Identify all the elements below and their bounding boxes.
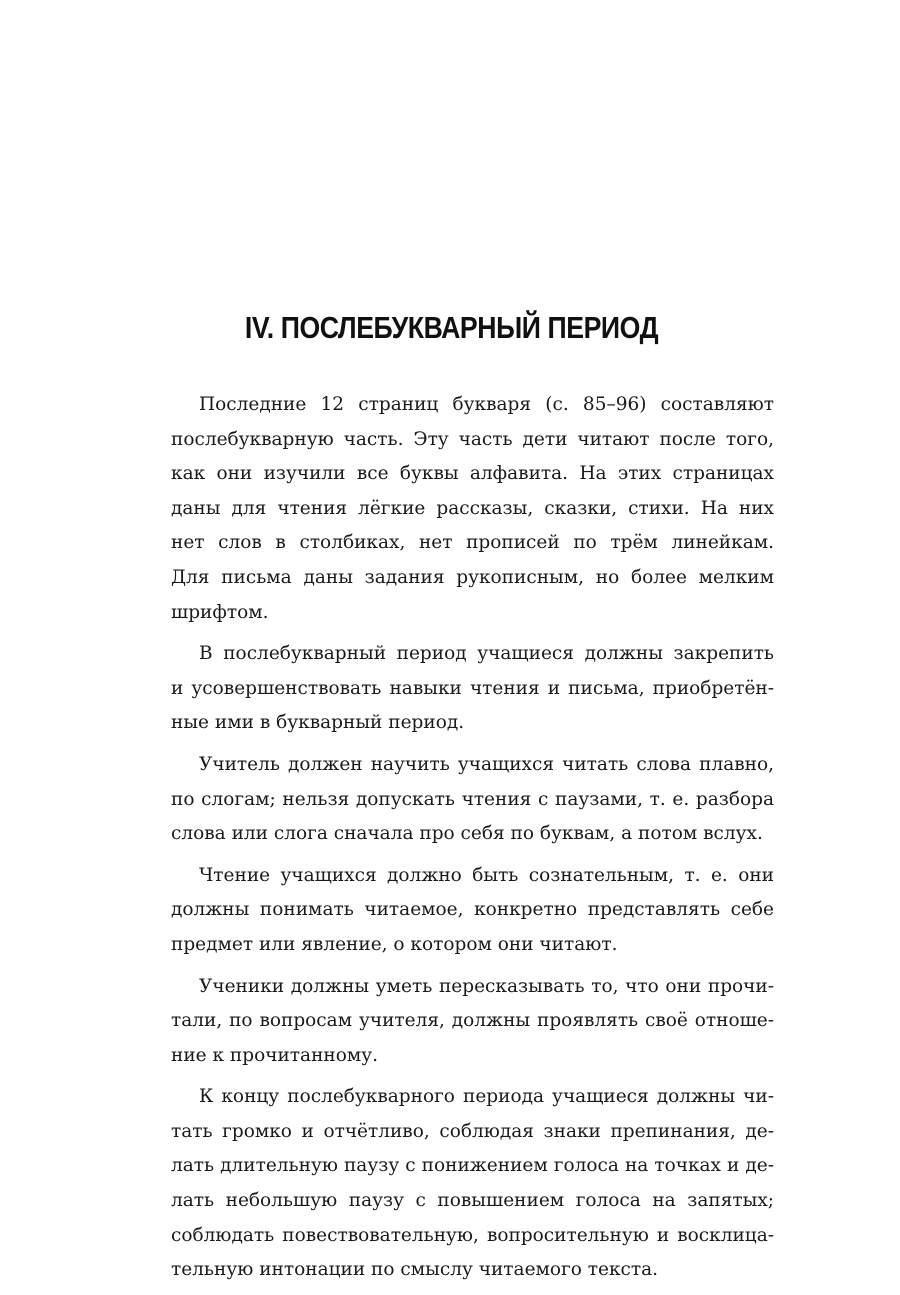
text-line: шрифтом. [171, 601, 269, 623]
text-line: должны понимать читаемое, конкретно представлять себе [171, 899, 774, 921]
text-line: Последние 12 страниц букваря (с. 85–96) составляют [199, 394, 774, 415]
text-line: Ученики должны уметь пересказывать то, что они прочи- [199, 975, 774, 997]
text-line: как они изучили все буквы алфавита. На этих страницах [171, 463, 774, 485]
text-line: послебукварную часть. Эту часть дети читают после того, [171, 428, 774, 450]
text-line: В послебукварный период учащиеся должны закрепить [199, 643, 774, 665]
text-line: соблюдать повествовательную, вопросительную и восклица- [171, 1224, 774, 1246]
text-line: тельную интонации по смыслу читаемого текста. [171, 1259, 659, 1281]
text-line: Для письма даны задания рукописным, но более мелким [171, 566, 774, 588]
paragraph [171, 748, 774, 852]
text-line: ные ими в букварный период. [171, 712, 465, 734]
text-line: Учитель должен научить учащихся читать слова плавно, [199, 753, 774, 775]
text-line: тать громко и отчётливо, соблюдая знаки препинания, де- [171, 1120, 774, 1142]
text-line: тали, по вопросам учителя, должны проявлять своё отноше- [171, 1010, 774, 1032]
body-text [171, 388, 774, 1295]
paragraph [171, 859, 774, 963]
paragraph [171, 970, 774, 1074]
text-line: слова или слога сначала про себя по буквам, а потом вслух. [171, 823, 763, 845]
text-line: лать небольшую паузу с повышением голоса на запятых; [171, 1190, 774, 1212]
paragraph [171, 637, 774, 741]
text-line: нет слов в столбиках, нет прописей по трём линейкам. [171, 532, 774, 554]
paragraph [171, 1080, 774, 1288]
text-line: Чтение учащихся должно быть сознательным, т. е. они [199, 864, 774, 886]
text-line: даны для чтения лёгкие рассказы, сказки, стихи. На них [171, 497, 774, 519]
paragraph [171, 388, 774, 630]
text-line: лать длительную паузу с понижением голоса на точках и де- [171, 1155, 774, 1177]
text-line: по слогам; нельзя допускать чтения с паузами, т. е. разбора [171, 788, 774, 810]
chapter-title: IV. ПОСЛЕБУКВАРНЫЙ ПЕРИОД [244, 310, 659, 345]
text-line: ние к прочитанному. [171, 1044, 379, 1066]
text-line: предмет или явление, о котором они читают. [171, 933, 618, 955]
text-line: и усовершенствовать навыки чтения и письма, приобретён- [171, 677, 774, 699]
text-line: К концу послебукварного периода учащиеся должны чи- [199, 1086, 774, 1108]
